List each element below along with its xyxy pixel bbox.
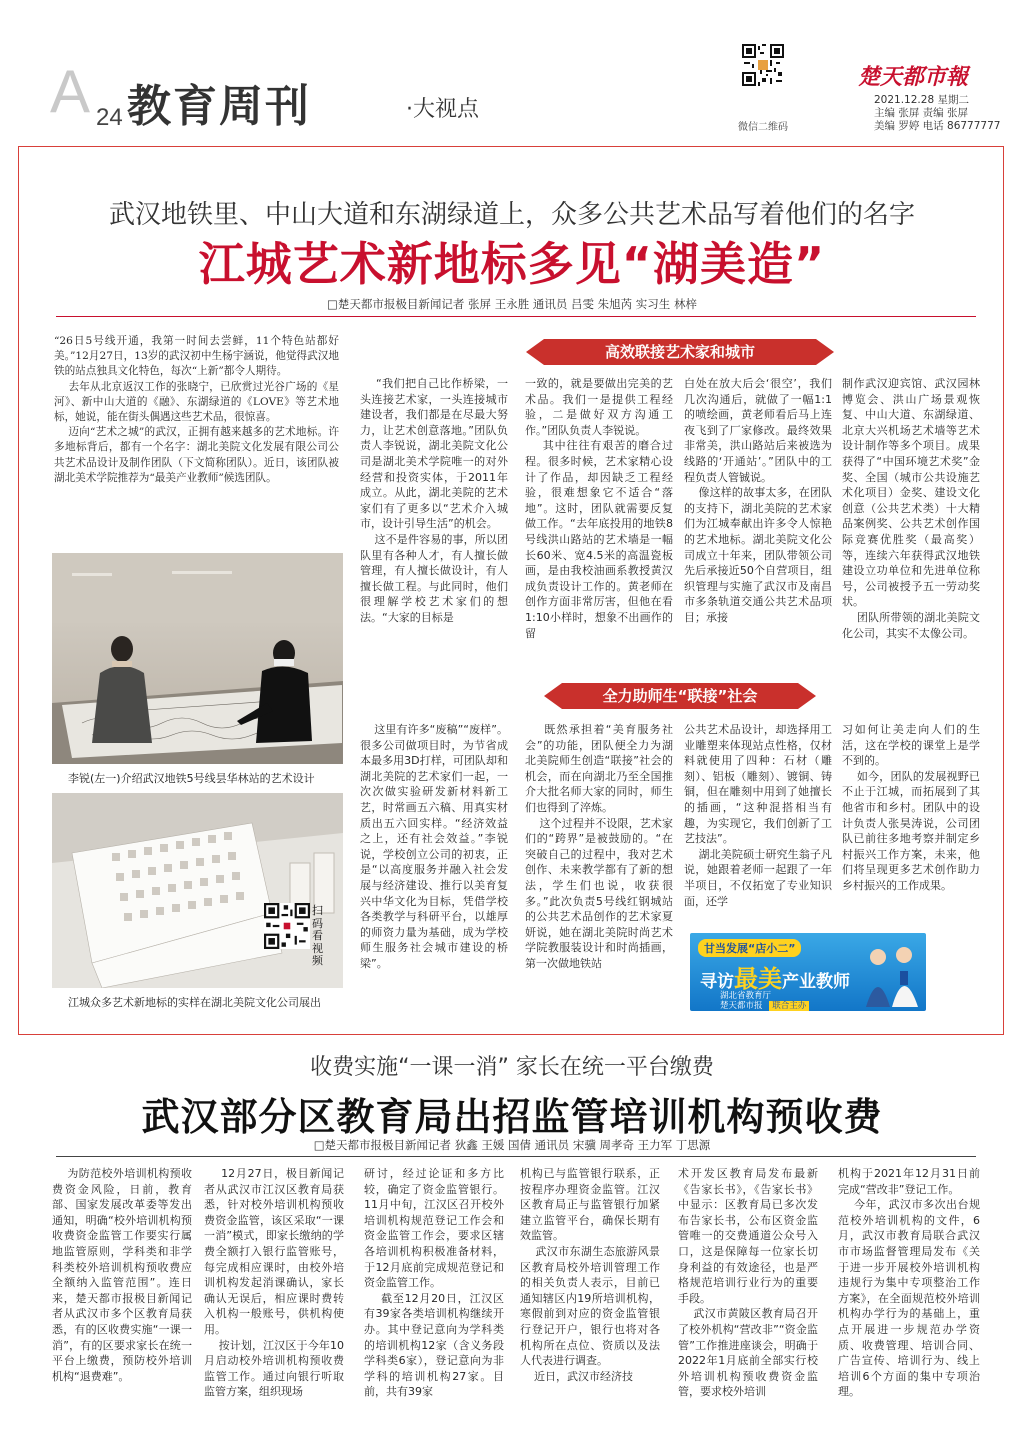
photo-li-rui[interactable] xyxy=(52,553,343,764)
issue-date: 2021.12.28 星期二 xyxy=(874,94,969,106)
story1-col1b: 这里有许多“废稿”“废样”。很多公司做项目时，为节省成本最多用3D打样，可团队却和湖北美院的艺术家们一起，一次次做实验研发新材料新工艺，时常画五六稿、用真实材质出五六回实样。“经济效益之上，还有社会效益。”李锐说，学校创立公司的初衷，正是“以高度服务并融入社会发展与经济建设、推行以美育复兴中华文化为目标，凭借学校各类教学与科研平台，以雄厚的师资力量为基础，成为学校师生服务社会城市建设的桥梁”。 xyxy=(360,723,508,970)
story1-col4b: 习如何让美走向人们的生活，这在学校的课堂上是学不到的。 如今，团队的发展视野已不止于江城，而拓展到了其他省市和乡村。团队中的设计负责人张昊涛说，公司团队已前往多地考察并制定乡村振兴工作方案，未来，他们将呈现更多艺术创作助力乡村振兴的工作成果。 xyxy=(842,723,980,892)
story2-col1: 为防范校外培训机构预收费资金风险，日前，教育部、国家发展改革委等发出通知，明确“校外培训机构预收费资金监管工作要实行属地监管原则，学科类和非学科类校外培训机构预收费应全额纳入监管范围”。连日来，楚天都市报极目新闻记者从武汉市多个区教育局获悉，有的区收费实施“一课一消”，有的区要求家长在统一平台上缴费，预防校外培训机构“退费难”。 xyxy=(52,1167,192,1383)
photo1-caption: 李锐(左一)介绍武汉地铁5号线昙华林站的艺术设计 xyxy=(68,772,315,785)
story-headline[interactable]: 江城艺术新地标多见“湖美造” xyxy=(198,237,826,291)
divider xyxy=(56,1156,976,1157)
story2-col3: 研讨，经过论证和多方比较，确定了资金监管银行。11月中旬，江汉区召开校外培训机构规范登记工作会和资金监管工作会，要求区辖各培训机构积极准备材料，于12月底前完成规范登记和资金监管工作。 截至12月20日，江汉区有39家各类培训机构继续开办。其中登记意向为学科类的培训机构12家（含义务段学科类6家），登记意向为非学科的培训机构27家。目前，共有39家 xyxy=(364,1167,504,1399)
banner-org-3: 联合主办 xyxy=(769,1001,809,1011)
banner-tag: 甘当发展“店小二” xyxy=(698,939,801,957)
story2-col4: 机构已与监管银行联系，正按程序办理资金监管。江汉区教育局正与监管银行加紧建立监管平台，确保长期有效监管。 武汉市东湖生态旅游风景区教育局校外培训管理工作的相关负责人表示，目前已通知辖区内19所培训机构，寒假前到对应的资金监管银行登记开户，银行也将对各机构所在点位、资质以及法人代表进行调查。 近日，武汉市经济技 xyxy=(520,1167,660,1383)
newspaper-logo: 楚天都市報 xyxy=(858,64,969,90)
banner-main xyxy=(700,959,850,994)
story-kicker: 武汉地铁里、中山大道和东湖绿道上，众多公共艺术品写着他们的名字 xyxy=(108,200,915,230)
gallery-photo-icon xyxy=(52,553,343,764)
story2-col2: 12月27日，极目新闻记者从武汉市江汉区教育局获悉，针对校外培训机构预收费资金监管，该区采取“一课一消”模式，即家长缴纳的学费全额打入银行监管账号，每完成相应课时，由校外培训机构发起消课确认，家长确认无误后，相应课时费转入机构一般账号，供机构使用。 按计划，江汉区于今年10月启动校外培训机构预收费监管工作。通过向银行听取监管方案，组织现场 xyxy=(204,1167,344,1399)
qr-caption: 微信二维码 xyxy=(738,122,788,133)
story2-col5: 术开发区教育局发布最新《告家长书》，《告家长书》中显示：区教育局已多次发布告家长书，公布区资金监管唯一的交费通道公众号入口，这是保障每一位家长切身利益的有效途径，也是严格规范培训行业行为的重要手段。 武汉市黄陂区教育局召开了校外机构“营改非”“资金监管”工作推进座谈会，明确于2022年1月底前全部实行校外培训机构预收费资金监管，要求校外培训 xyxy=(678,1167,818,1399)
photo2-caption: 江城众多艺术新地标的实样在湖北美院文化公司展出 xyxy=(68,996,321,1009)
story2-kicker: 收费实施“一课一消” 家长在统一平台缴费 xyxy=(310,1055,714,1080)
section-subtitle: ·大视点 xyxy=(406,97,479,122)
banner-organizers xyxy=(720,991,809,1011)
page-letter: A xyxy=(50,58,91,125)
section-heading-1: 高效联接艺术家和城市 xyxy=(544,339,816,365)
banner-main-1: 寻访 xyxy=(700,972,734,992)
story-byline: □楚天都市报极目新闻记者 张屏 王永胜 通讯员 吕雯 朱旭芮 实习生 林梓 xyxy=(327,297,697,311)
issue-info xyxy=(874,94,1000,133)
story-lead: “26日5号线开通，我第一时间去尝鲜，11个特色站都好美。”12月27日，13岁的武汉初中生杨宇涵说，他觉得武汉地铁的站点独具文化特色，每次“上新”都令人期待。 去年从北京返汉工作的张晓宁，已欣赏过光谷广场的《星河》、新中山大道的《融》、东湖绿道的《LOVE》等艺术地标，她说，能在街头偶遇这些艺术品，很惊喜。 迈向“艺术之城”的武汉，正拥有越来越多的艺术地标。许多地标背后，都有一个名字：湖北美院文化发展有限公司公共艺术品设计及制作团队（下文简称团队）。近日，该团队被湖北美术学院推荐为“最美产业教师”候选团队。 xyxy=(54,335,339,484)
video-qr-code[interactable] xyxy=(264,903,310,949)
teachers-illustration-icon xyxy=(860,941,922,1009)
qr-code-icon xyxy=(264,903,310,949)
issue-art-editor: 美编 罗婷 电话 86777777 xyxy=(874,120,1001,132)
story1-col3b: 公共艺术品设计，却选择用工业雕塑来体现站点性格，仅材料就使用了四种：石材（雕刻）、铝板（雕刻）、镀铜、铸铜，但在雕刻中用到了她擅长的插画，“这种混搭相当有趣，为实现它，我们创新了工艺技法”。 湖北美院硕士研究生翁子凡说，她跟着老师一起跟了一年半项目，不仅拓宽了专业知识面，还学 xyxy=(684,723,832,908)
story2-byline: □楚天都市报极目新闻记者 狄鑫 王媛 国倩 通讯员 宋骥 周孝奇 王力军 丁思源 xyxy=(313,1138,711,1152)
wechat-qr-code[interactable] xyxy=(742,44,784,114)
photo-models[interactable] xyxy=(52,793,343,988)
story1-col1a: “我们把自己比作桥梁，一头连接艺术家，一头连接城市建设者，我们都是在尽最大努力，让艺术创意落地。”团队负责人李锐说，湖北美院文化公司是湖北美术学院唯一的对外经营和投资实体，于2011年成立。从此，湖北美院的艺术家们有了更多以“艺术介入城市，设计引导生活”的机会。 这不是件容易的事，所以团队里有各种人才，有人擅长做管理，有人擅长做设计，有人擅长做工程。与此同时，他们很理解学校艺术家们的想法。“大家的目标是 xyxy=(360,377,508,624)
banner-org-2: 楚天都市报 xyxy=(720,1001,763,1011)
story2-col6: 机构于2021年12月31日前完成“营改非”登记工作。 今年，武汉市多次出台规范校外培训机构的文件，6月，武汉市教育局联合武汉市市场监督管理局发布《关于进一步开展校外培训机构违规行为集中专项整治工作方案》，在全面规范校外培训机构办学行为的基础上，重点开展进一步规范办学资质、收费管理、培训合同、广告宣传、培训行为、线上培训6个方面的集中专项治理。 xyxy=(838,1167,980,1399)
banner-main-2: 最美 xyxy=(734,965,782,993)
campaign-banner[interactable] xyxy=(690,933,926,1011)
section-heading-2: 全力助师生“联接”社会 xyxy=(562,683,798,709)
story1-col4a: 制作武汉迎宾馆、武汉园林博览会、洪山广场景观恢复、中山大道、东湖绿道、北京大兴机场艺术墙等艺术设计制作等多个项目。成果获得了“中国环境艺术奖”金奖、全国（城市公共设施艺术化项目）金奖、建设文化创意（公共艺术类）十大精品案例奖、公共艺术创作国际竞赛优胜奖（最高奖）等，连续六年获得武汉地铁建设立功单位和先进单位称号，公司被授予五一劳动奖状。 团队所带领的湖北美院文化公司，其实不太像公司。 xyxy=(842,377,980,640)
story1-col2a: 一致的，就是要做出完美的艺术品。我们一是提供工程经验，二是做好双方沟通工作。”团队负责人李锐说。 其中往往有艰苦的磨合过程。很多时候，艺术家精心设计了作品，却因缺乏工程经验，很难想象它不适合“落地”。这时，团队就需要反复做工作。“去年底投用的地铁8号线洪山路站的艺术墙是一幅长60米、宽4.5米的高温瓷板画，是由我校油画系教授黄汉成负责设计工作的。黄老师在创作方面非常厉害，但他在看1:10小样时，想象不出画作的留 xyxy=(525,377,673,640)
page-number: 24 xyxy=(96,104,123,131)
qr-video-caption: 扫码看视频 xyxy=(312,904,323,967)
issue-editors: 主编 张屏 责编 张屏 xyxy=(874,107,969,119)
story1-col3a: 白处在放大后会‘很空’，我们几次沟通后，就做了一幅1:1的喷绘画，黄老师看后马上连夜飞到了厂家修改。最终效果非常美，洪山路站后来被选为线路的‘开通站’。”团队中的工程负责人管铖说。 像这样的故事太多，在团队的支持下，湖北美院的艺术家们为江城奉献出许多令人惊艳的艺术地标。湖北美院文化公司成立十年来，团队带领公司先后承接近50个自营项目，组织管理与实施了武汉市及南昌市多条轨道交通公共艺术品项目；承接 xyxy=(684,377,832,624)
architecture-model-photo-icon xyxy=(52,793,343,988)
story1-col2b: 既然承担着“美育服务社会”的功能，团队便全力为湖北美院师生创造“联接”社会的机会，而在向湖北乃至全国推介大批名师大家的同时，师生们也得到了淬炼。 这个过程并不设限，艺术家们的“跨界”是被鼓励的。“在突破自己的过程中，我对艺术创作、未来教学都有了新的想法，学生们也说，收获很多。”此次负责5号线红钢城站的公共艺术品创作的艺术家夏妍说，她在湖北美院时尚艺术学院教服装设计和时尚插画，第一次做地铁站 xyxy=(525,723,673,970)
divider xyxy=(56,316,976,317)
qr-code-icon xyxy=(742,44,784,86)
banner-org-1: 湖北省教育厅 xyxy=(720,991,772,1001)
banner-main-3: 产业教师 xyxy=(782,972,850,992)
story2-headline[interactable]: 武汉部分区教育局出招监管培训机构预收费 xyxy=(141,1095,883,1139)
section-title: 教育周刊 xyxy=(127,81,311,132)
